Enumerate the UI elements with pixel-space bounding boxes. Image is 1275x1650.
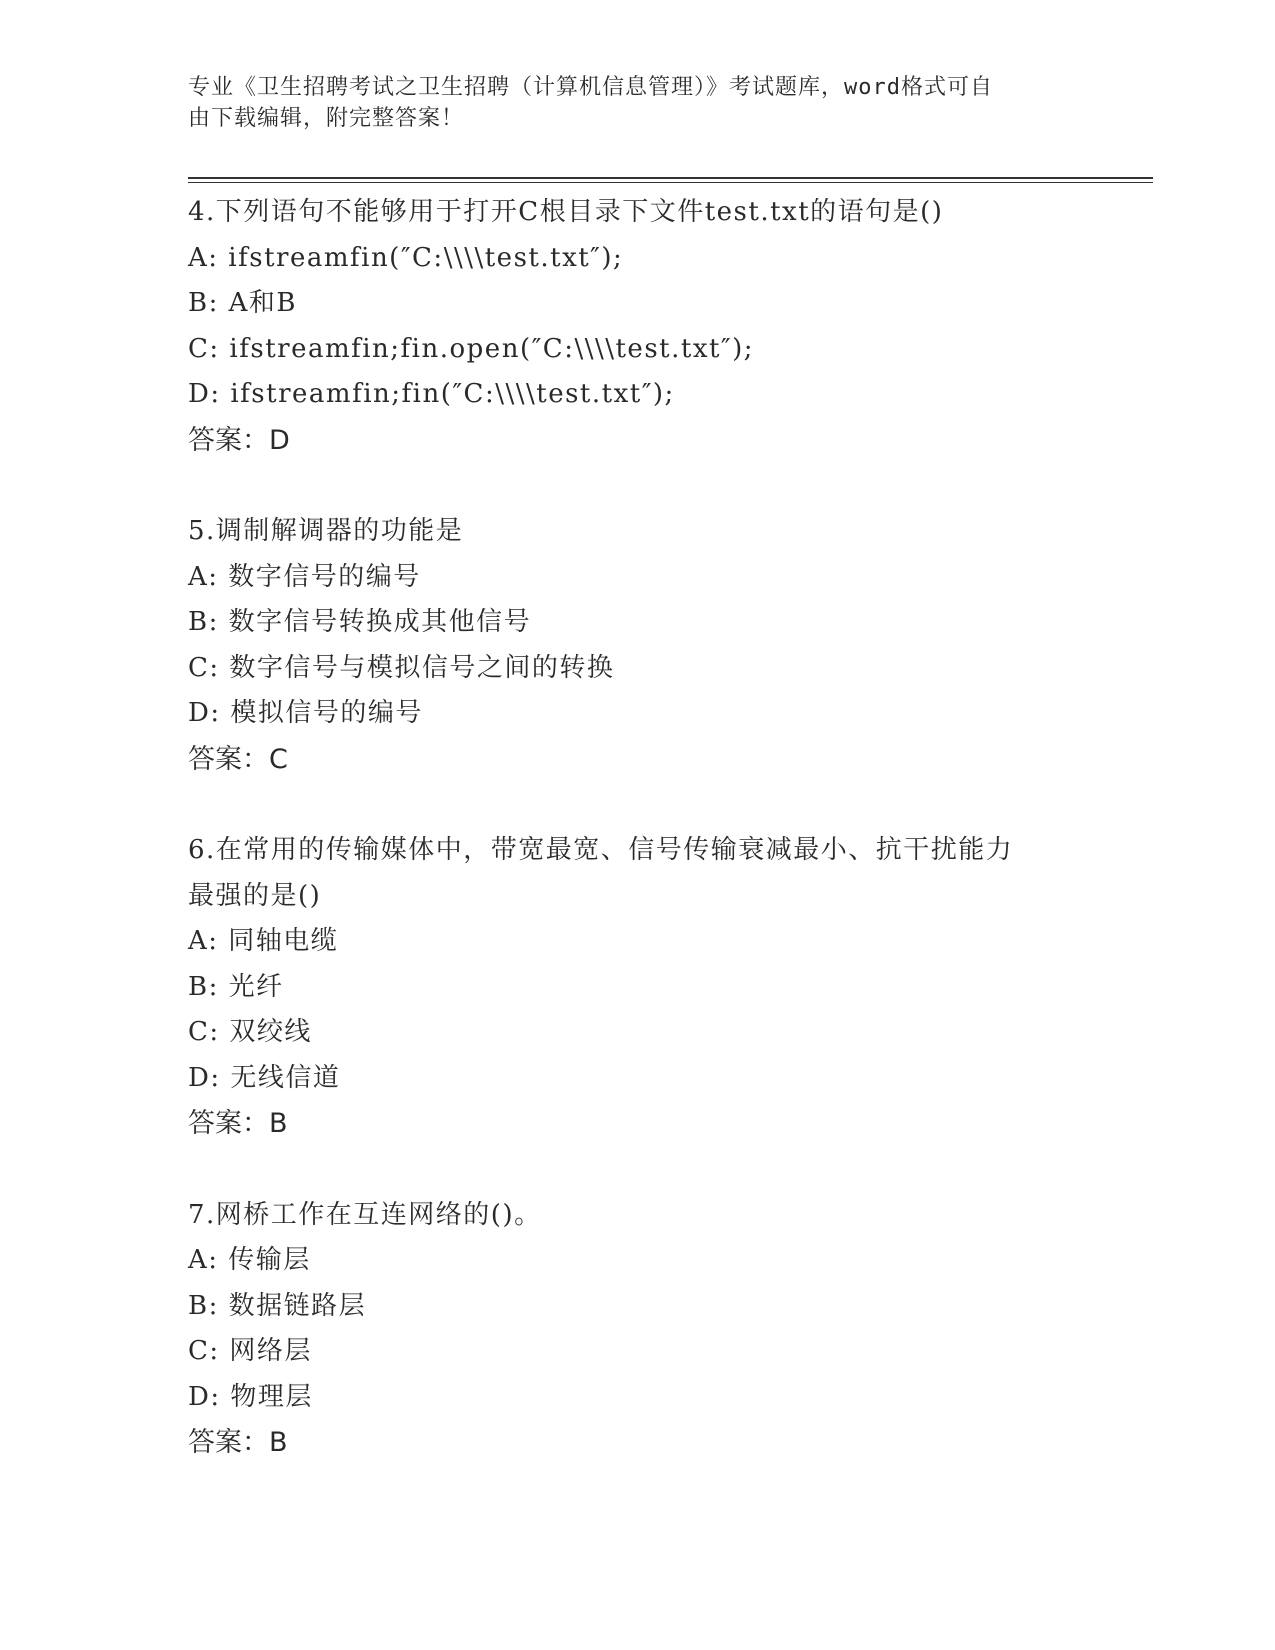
question-6 <box>188 828 1088 1147</box>
option-a: A: 同轴电缆 <box>188 926 339 956</box>
question-7 <box>188 1193 1088 1466</box>
option-b: B: A和B <box>188 288 298 318</box>
option-b: B: 数据链路层 <box>188 1290 367 1321</box>
question-5 <box>188 509 1088 782</box>
option-c: C: 双绞线 <box>188 1017 312 1047</box>
option-c: C: ifstreamfin;fin.open(″C:\\\\test.txt″); <box>188 333 755 364</box>
question-stem: 6.在常用的传输媒体中，带宽最宽、信号传输衰减最小、抗干扰能力 <box>188 835 1014 865</box>
option-d: D: ifstreamfin;fin(″C:\\\\test.txt″); <box>188 379 675 409</box>
option-b: B: 数字信号转换成其他信号 <box>188 607 532 637</box>
option-a: A: 传输层 <box>188 1245 311 1275</box>
document-header <box>188 72 1088 134</box>
question-stem-continued: 最强的是() <box>188 880 322 911</box>
option-d: D: 无线信道 <box>188 1062 341 1093</box>
question-4 <box>188 190 1088 463</box>
answer: 答案：C <box>188 743 288 775</box>
question-stem: 5.调制解调器的功能是 <box>188 516 464 546</box>
option-a: A: ifstreamfin(″C:\\\\test.txt″); <box>188 242 624 273</box>
question-stem: 4.下列语句不能够用于打开C根目录下文件test.txt的语句是() <box>188 197 944 227</box>
option-c: C: 网络层 <box>188 1336 312 1366</box>
question-stem: 7.网桥工作在互连网络的()。 <box>188 1199 542 1230</box>
option-a: A: 数字信号的编号 <box>188 561 421 592</box>
header-divider-thin <box>188 182 1153 183</box>
answer: 答案：B <box>188 1108 288 1139</box>
option-d: D: 模拟信号的编号 <box>188 698 423 728</box>
option-c: C: 数字信号与模拟信号之间的转换 <box>188 652 615 683</box>
header-divider <box>188 177 1153 179</box>
spacer <box>188 463 1088 509</box>
spacer <box>188 782 1088 828</box>
answer: 答案：D <box>188 424 290 456</box>
spacer <box>188 1147 1088 1193</box>
option-d: D: 物理层 <box>188 1381 313 1412</box>
option-b: B: 光纤 <box>188 971 284 1002</box>
answer: 答案：B <box>188 1427 288 1458</box>
question-list <box>188 190 1088 1466</box>
header-line-2: 由下载编辑，附完整答案！ <box>188 106 465 131</box>
header-line-1: 专业《卫生招聘考试之卫生招聘（计算机信息管理）》考试题库，word格式可自 <box>188 75 993 100</box>
